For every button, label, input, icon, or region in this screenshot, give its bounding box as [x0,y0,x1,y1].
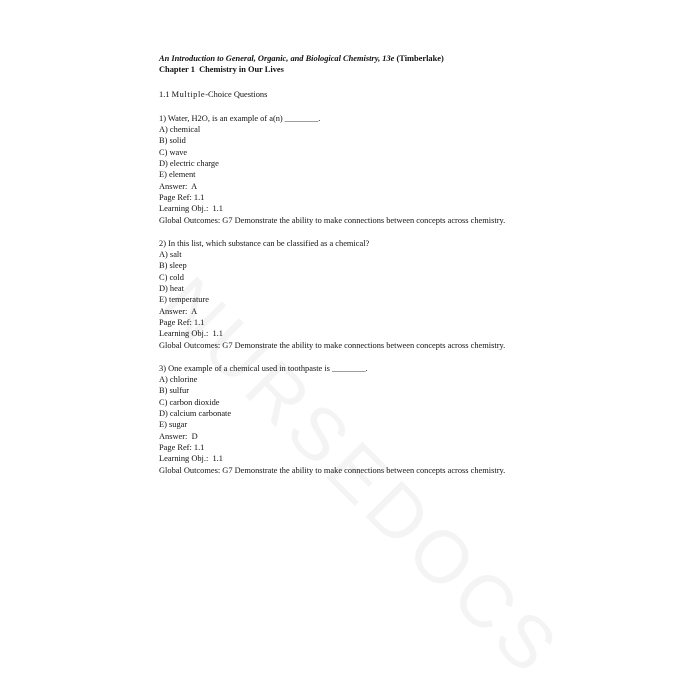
option-e: E) temperature [159,295,209,305]
global-outcomes: Global Outcomes: G7 Demonstrate the ability to make connections between concepts across chemistry. [159,465,506,475]
page-ref: Page Ref: 1.1 [159,442,205,452]
option-a: A) chlorine [159,375,198,385]
global-outcomes: Global Outcomes: G7 Demonstrate the ability to make connections between concepts across chemistry. [159,340,506,350]
option-c: C) carbon dioxide [159,397,220,407]
learning-obj: Learning Obj.: 1.1 [159,204,223,214]
document-page [159,53,549,488]
document-header [159,53,549,76]
question-stem: 2) In this list, which substance can be classified as a chemical? [159,238,370,248]
option-d: D) heat [159,284,184,294]
option-d: D) calcium carbonate [159,409,232,419]
option-e: E) sugar [159,420,188,430]
page-ref: Page Ref: 1.1 [159,317,205,327]
page-ref: Page Ref: 1.1 [159,192,205,202]
chapter-title: Chapter 1 Chemistry in Our Lives [159,65,284,75]
option-a: A) salt [159,250,182,260]
option-c: C) wave [159,147,188,157]
option-e: E) element [159,170,196,180]
book-author: (Timberlake) [396,54,444,63]
question-stem: 1) Water, H2O, is an example of a(n) ________. [159,113,321,123]
option-c: C) cold [159,272,184,282]
question-1 [159,113,549,226]
answer: Answer: A [159,306,198,316]
question-2 [159,238,549,351]
learning-obj: Learning Obj.: 1.1 [159,454,223,464]
option-d: D) electric charge [159,159,219,169]
question-stem: 3) One example of a chemical used in toothpaste is ________. [159,363,368,373]
section-number: 1.1 [159,89,170,99]
option-b: B) solid [159,136,186,146]
book-title-line [159,53,549,64]
global-outcomes: Global Outcomes: G7 Demonstrate the ability to make connections between concepts across chemistry. [159,215,506,225]
question-3 [159,363,549,476]
learning-obj: Learning Obj.: 1.1 [159,329,223,339]
section-title-word: Multiple [171,89,206,99]
answer: Answer: A [159,181,198,191]
option-a: A) chemical [159,125,201,135]
book-title: An Introduction to General, Organic, and Biological Chemistry, 13e [159,54,395,63]
option-b: B) sleep [159,261,187,271]
section-heading [159,89,549,100]
question-list [159,113,549,476]
option-b: B) sulfur [159,386,190,396]
answer: Answer: D [159,431,198,441]
section-title-rest: -Choice Questions [205,89,268,99]
